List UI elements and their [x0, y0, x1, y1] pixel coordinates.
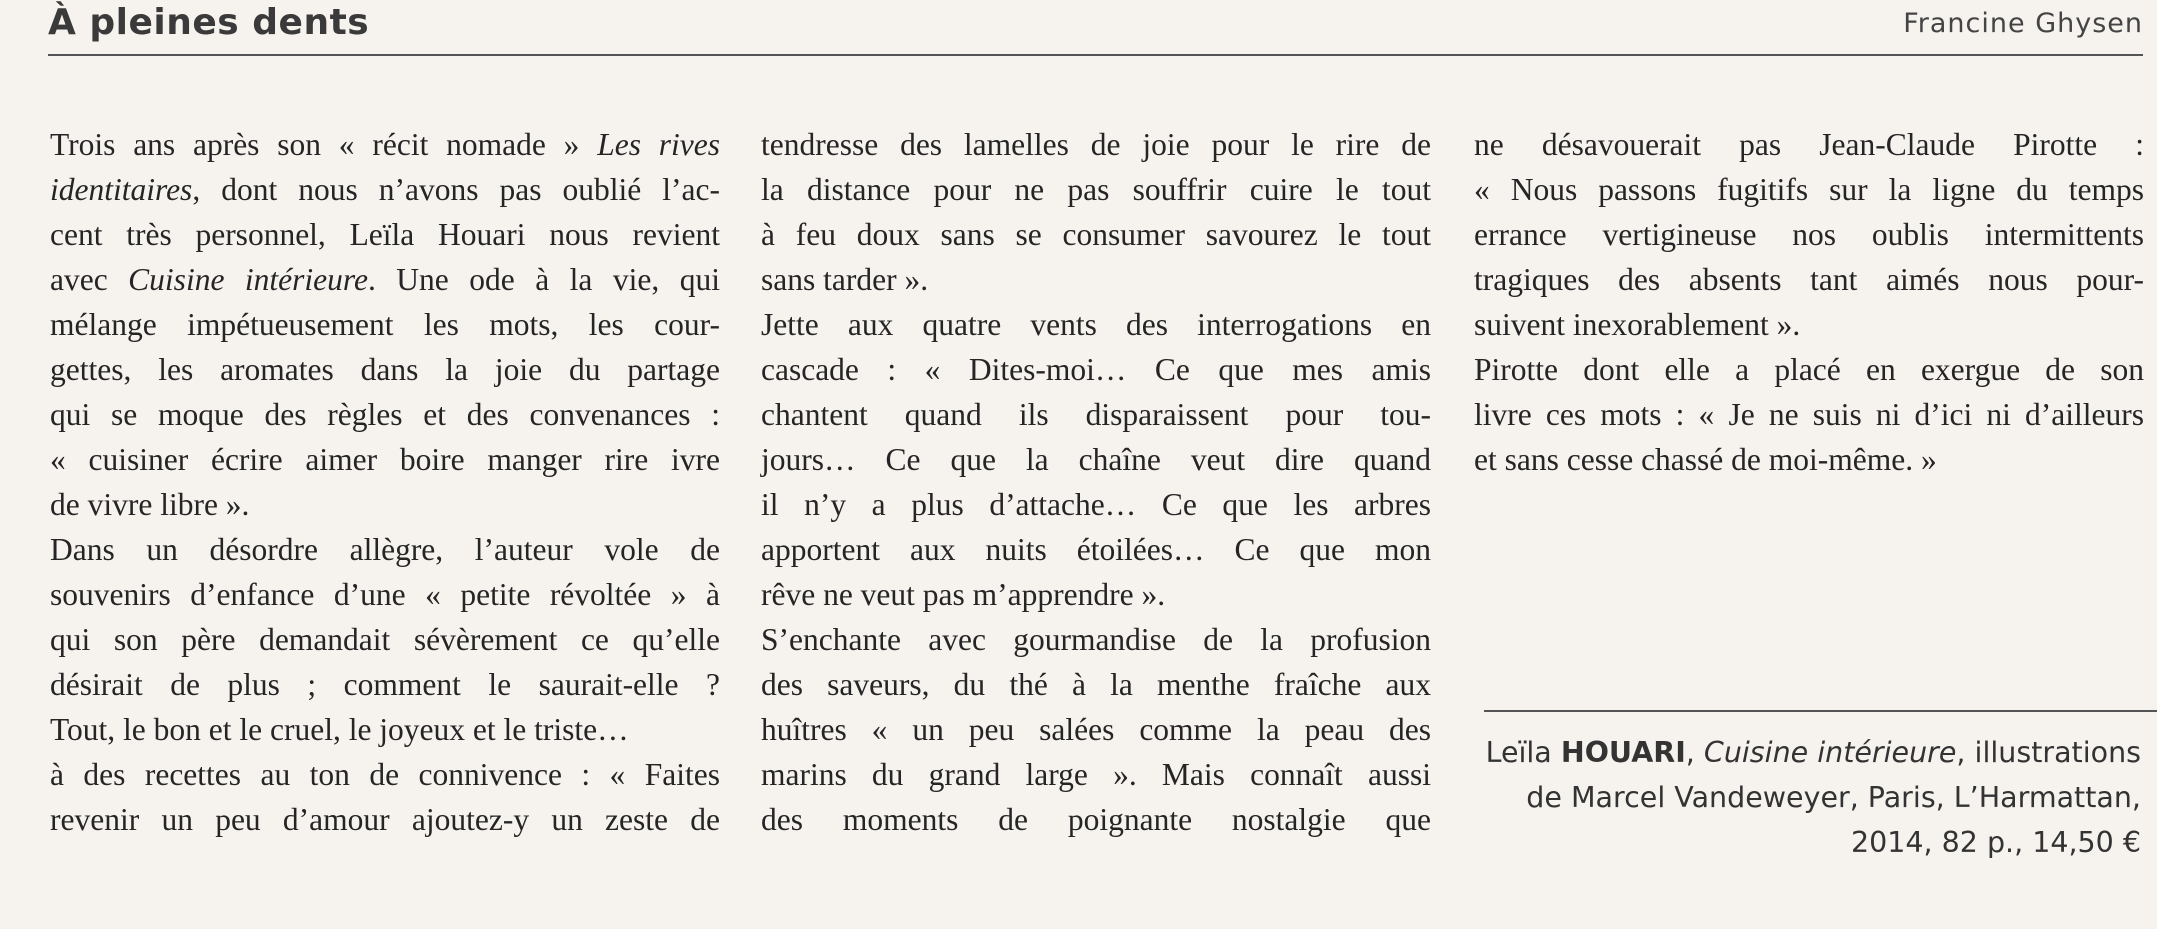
text-run: Pirotte dont elle a placé en exergue de son: [1474, 352, 2144, 387]
text-line: [761, 752, 1431, 797]
text-run: et sans cesse chassé de moi-même. »: [1474, 442, 1937, 477]
text-run: apportent aux nuits étoilées… Ce que mon: [761, 532, 1431, 567]
text-line: [761, 257, 1431, 302]
text-run: tendresse des lamelles de joie pour le rire de: [761, 127, 1431, 162]
text-run: chantent quand ils disparaissent pour tou-: [761, 397, 1431, 432]
text-run: cascade : « Dites-moi… Ce que mes amis: [761, 352, 1431, 387]
italic-title: Cuisine intérieure: [128, 262, 368, 297]
text-run: « cuisiner écrire aimer boire manger rire ivre: [50, 442, 720, 477]
text-line: [50, 302, 720, 347]
text-run: à des recettes au ton de connivence : « Faites: [50, 757, 720, 792]
reference-first-name: Leïla: [1485, 736, 1561, 769]
text-column-3: [1474, 122, 2144, 482]
text-line: [1474, 302, 2144, 347]
text-line: [50, 122, 720, 167]
text-run: mélange impétueusement les mots, les cour-: [50, 307, 720, 342]
text-line: [761, 347, 1431, 392]
text-line: [50, 482, 720, 527]
text-run: souvenirs d’enfance d’une « petite révoltée » à: [50, 577, 720, 612]
text-run: , dont nous n’avons pas oublié l’ac-: [192, 172, 720, 207]
text-run: il n’y a plus d’attache… Ce que les arbres: [761, 487, 1431, 522]
text-run: ne désavouerait pas Jean-Claude Pirotte :: [1474, 127, 2144, 162]
text-run: cent très personnel, Leïla Houari nous revient: [50, 217, 720, 252]
text-run: errance vertigineuse nos oublis intermittents: [1474, 217, 2144, 252]
text-run: . Une ode à la vie, qui: [367, 262, 720, 297]
text-run: tragiques des absents tant aimés nous pour-: [1474, 262, 2144, 297]
text-line: [761, 482, 1431, 527]
text-line: [50, 392, 720, 437]
text-column-2: [761, 122, 1431, 842]
reference-line-3: 2014, 82 p., 14,50 €: [1850, 826, 2141, 859]
text-line: [50, 257, 720, 302]
text-run: huîtres « un peu salées comme la peau des: [761, 712, 1431, 747]
text-run: Tout, le bon et le cruel, le joyeux et le triste…: [50, 712, 629, 747]
text-line: [1474, 212, 2144, 257]
text-run: de vivre libre ».: [50, 487, 250, 522]
text-line: [1474, 347, 2144, 392]
reference-book-title: Cuisine intérieure: [1703, 736, 1957, 769]
text-run: suivent inexorablement ».: [1474, 307, 1801, 342]
text-line: [50, 662, 720, 707]
italic-title: identitaires: [50, 172, 193, 207]
text-line: [761, 617, 1431, 662]
reference-line-2: de Marcel Vandeweyer, Paris, L’Harmattan,: [1526, 781, 2141, 814]
reference-line-1: [1451, 730, 2141, 775]
text-run: rêve ne veut pas m’apprendre ».: [761, 577, 1166, 612]
text-line: [1474, 167, 2144, 212]
reference-divider: [1484, 710, 2157, 712]
text-line: [50, 752, 720, 797]
text-run: S’enchante avec gourmandise de la profusion: [761, 622, 1431, 657]
reference-surname: HOUARI: [1560, 736, 1686, 769]
text-run: qui se moque des règles et des convenances :: [50, 397, 720, 432]
text-run: Jette aux quatre vents des interrogations en: [761, 307, 1431, 342]
text-line: [761, 392, 1431, 437]
author-name: Francine Ghysen: [1903, 8, 2143, 39]
text-line: [50, 572, 720, 617]
section-title: À pleines dents: [48, 2, 370, 43]
book-reference: [1451, 730, 2141, 865]
header-divider: [48, 54, 2143, 56]
text-line: [761, 572, 1431, 617]
text-line: [761, 302, 1431, 347]
text-line: [50, 212, 720, 257]
text-line: [761, 662, 1431, 707]
text-run: jours… Ce que la chaîne veut dire quand: [761, 442, 1431, 477]
text-line: [50, 617, 720, 662]
text-run: désirait de plus ; comment le saurait-elle ?: [50, 667, 720, 702]
text-line: [761, 527, 1431, 572]
text-line: [761, 707, 1431, 752]
text-line: [50, 527, 720, 572]
text-run: « Nous passons fugitifs sur la ligne du temps: [1474, 172, 2144, 207]
text-run: marins du grand large ». Mais connaît aussi: [761, 757, 1431, 792]
text-line: [1474, 122, 2144, 167]
text-line: [50, 797, 720, 842]
text-line: [761, 437, 1431, 482]
text-line: [1474, 392, 2144, 437]
text-line: [50, 707, 720, 752]
text-line: [761, 167, 1431, 212]
text-run: Dans un désordre allègre, l’auteur vole de: [50, 532, 720, 567]
reference-line-1-tail: , illustrations: [1956, 736, 2141, 769]
text-line: [1474, 437, 2144, 482]
text-run: des moments de poignante nostalgie que: [761, 802, 1431, 837]
text-run: revenir un peu d’amour ajoutez-y un zeste de: [50, 802, 720, 837]
text-line: [50, 437, 720, 482]
text-run: qui son père demandait sévèrement ce qu’elle: [50, 622, 720, 657]
text-line: [50, 167, 720, 212]
text-run: des saveurs, du thé à la menthe fraîche aux: [761, 667, 1431, 702]
text-run: à feu doux sans se consumer savourez le tout: [761, 217, 1431, 252]
italic-title: Les rives: [597, 127, 720, 162]
text-run: avec: [50, 262, 129, 297]
text-line: [761, 122, 1431, 167]
text-run: gettes, les aromates dans la joie du partage: [50, 352, 720, 387]
text-line: [1474, 257, 2144, 302]
text-run: la distance pour ne pas souffrir cuire le tout: [761, 172, 1431, 207]
text-line: [761, 212, 1431, 257]
text-run: sans tarder ».: [761, 262, 929, 297]
text-line: [50, 347, 720, 392]
text-run: livre ces mots : « Je ne suis ni d’ici ni d’ailleurs: [1474, 397, 2144, 432]
reference-separator: ,: [1685, 736, 1704, 769]
text-line: [761, 797, 1431, 842]
text-run: Trois ans après son « récit nomade »: [50, 127, 598, 162]
text-column-1: [50, 122, 720, 842]
